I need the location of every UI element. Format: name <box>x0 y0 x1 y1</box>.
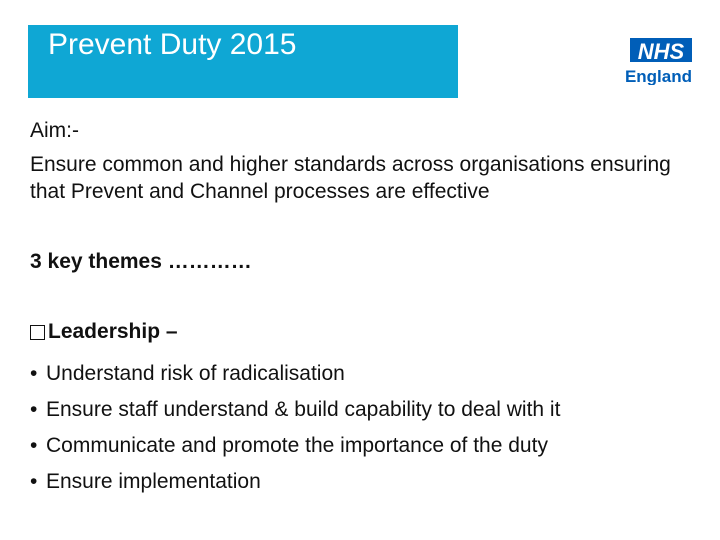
list-item-text: Ensure staff understand & build capability to deal with it <box>46 398 561 421</box>
leadership-label: Leadership – <box>48 320 178 343</box>
leadership-list <box>30 356 560 500</box>
list-item-text: Understand risk of radicalisation <box>46 362 345 385</box>
svg-text:NHS: NHS <box>637 39 685 64</box>
bullet-icon: • <box>30 398 38 421</box>
list-item <box>30 356 560 392</box>
bullet-icon: • <box>30 362 38 385</box>
checkbox-bullet-icon <box>30 325 45 340</box>
list-item <box>30 392 560 428</box>
list-item <box>30 428 560 464</box>
svg-text:England: England <box>624 67 692 85</box>
list-item-text: Communicate and promote the importance of the duty <box>46 434 548 457</box>
bullet-icon: • <box>30 434 38 457</box>
leadership-heading <box>30 320 178 344</box>
list-item <box>30 464 560 500</box>
slide-title: Prevent Duty 2015 <box>48 28 297 61</box>
aim-text: Ensure common and higher standards across organisations ensuring that Prevent and Channel processes are effective <box>30 153 671 203</box>
list-item-text: Ensure implementation <box>46 470 261 493</box>
bullet-icon: • <box>30 470 38 493</box>
nhs-england-logo <box>613 37 693 85</box>
themes-heading: 3 key themes ………… <box>30 250 252 273</box>
title-banner <box>28 25 458 98</box>
aim-label: Aim:- <box>30 119 79 142</box>
